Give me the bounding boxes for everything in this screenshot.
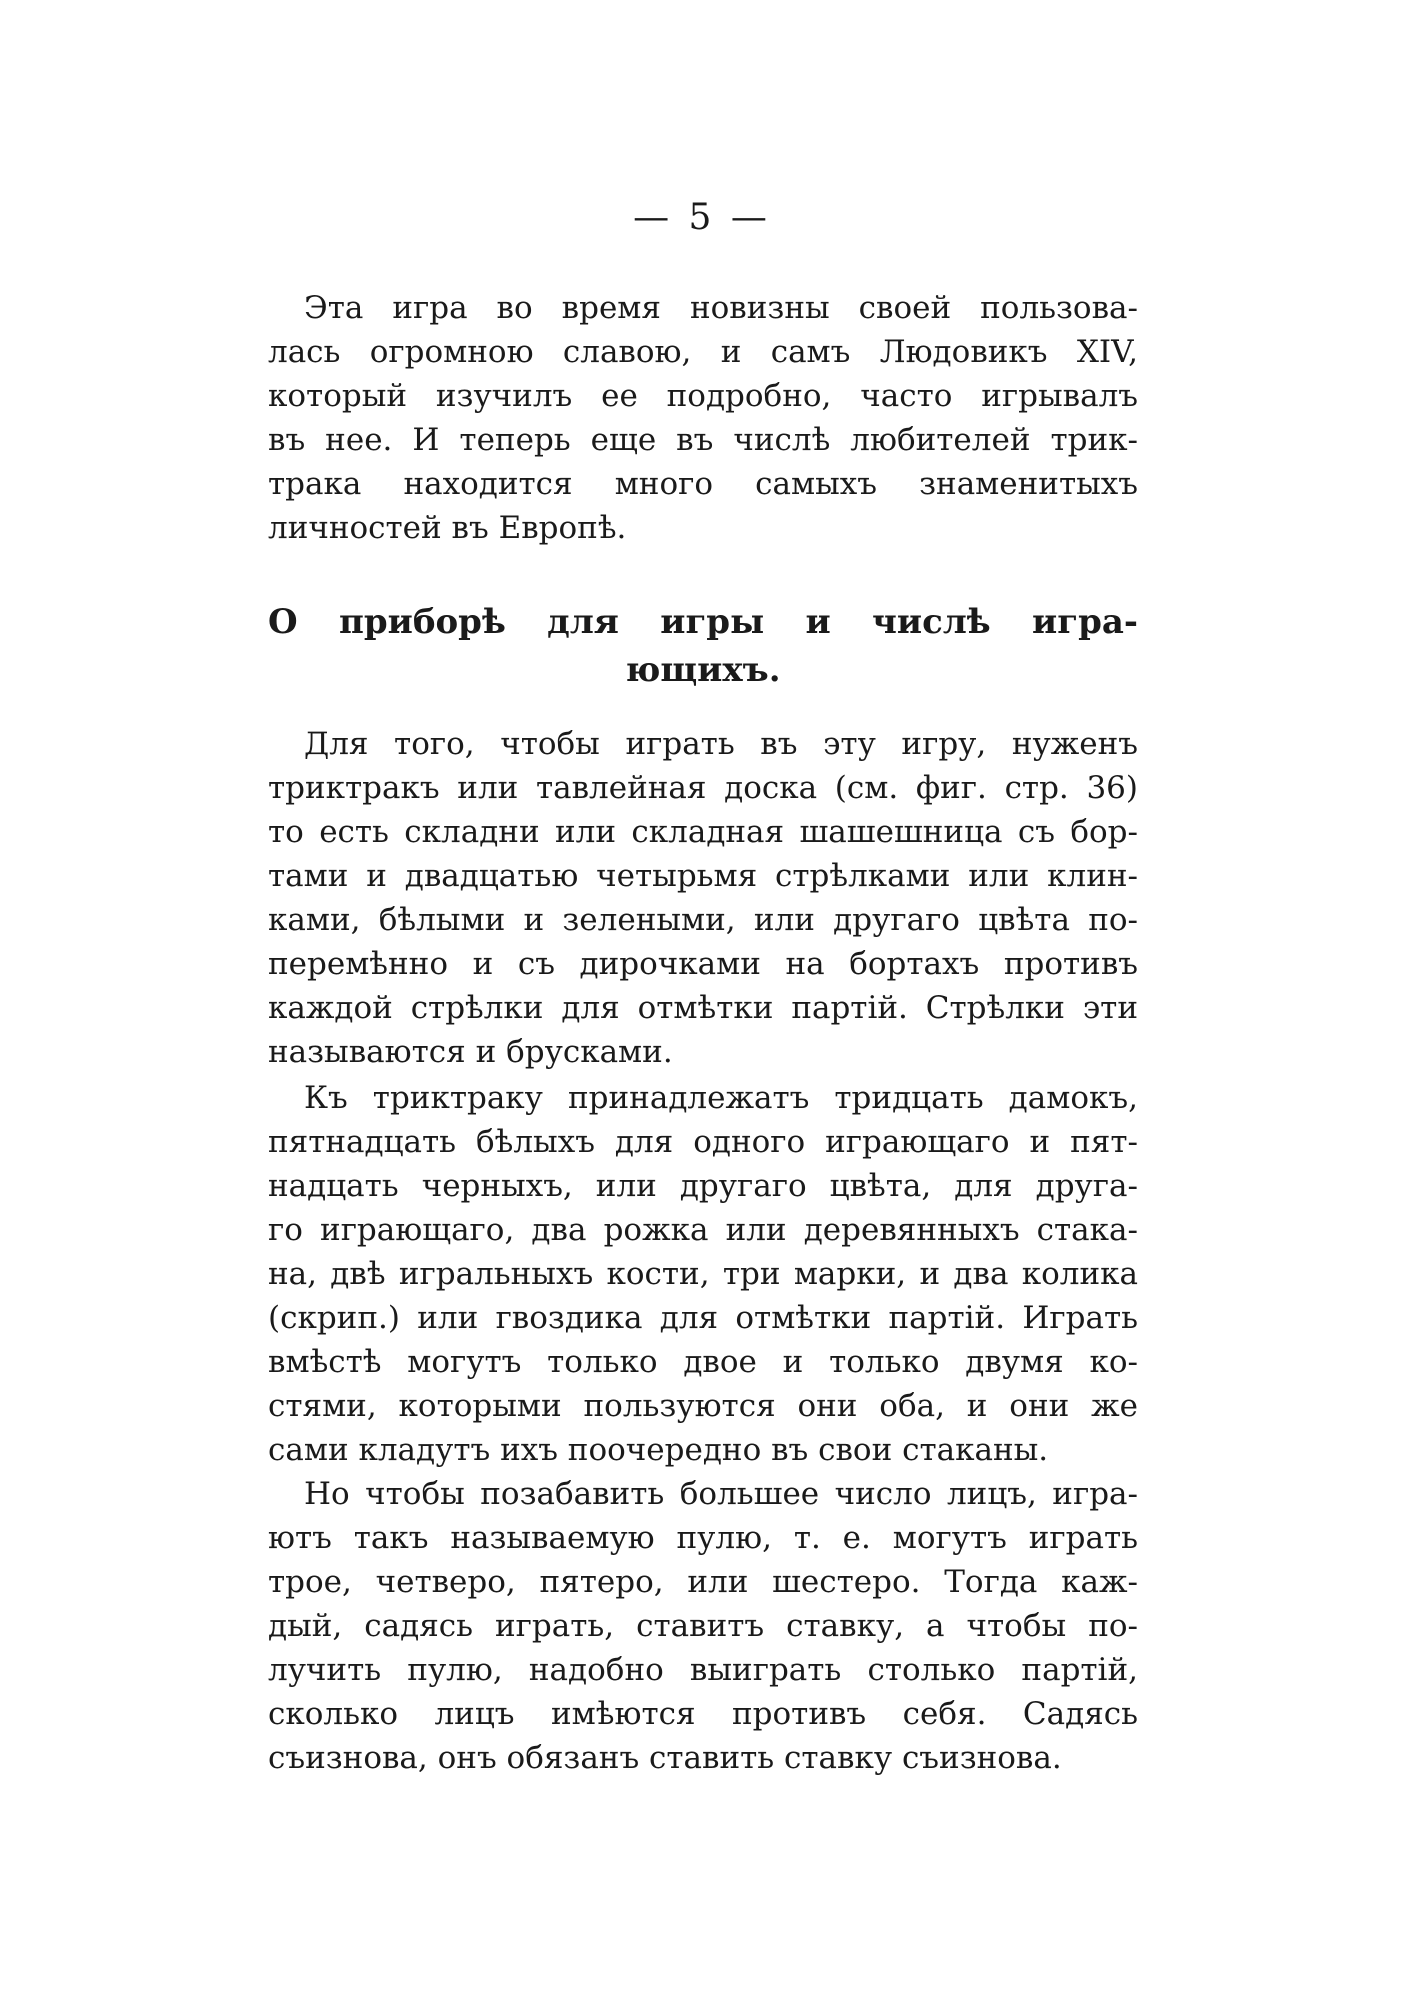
text-line: Къ триктраку принадлежатъ тридцать дамокъ, [304, 1080, 1138, 1116]
text-line: дый, садясь играть, ставитъ ставку, а чтобы по- [268, 1608, 1138, 1644]
text-line: сами кладутъ ихъ поочередно въ свои стаканы. [268, 1432, 1049, 1468]
heading-line: ющихъ. [625, 650, 781, 690]
section-heading [268, 598, 1138, 694]
text-line: съизнова, онъ обязанъ ставить ставку съизнова. [268, 1740, 1062, 1776]
text-line: который изучилъ ее подробно, часто игрывалъ [268, 378, 1138, 414]
text-line: называются и брусками. [268, 1034, 673, 1070]
paragraph-3 [268, 1076, 1138, 1472]
paragraph-4 [268, 1472, 1138, 1780]
text-line: каждой стрѣлки для отмѣтки партій. Стрѣлки эти [268, 990, 1138, 1026]
text-line: вмѣстѣ могутъ только двое и только двумя ко- [268, 1344, 1138, 1380]
text-line: Для того, чтобы играть въ эту игру, нуженъ [304, 726, 1138, 762]
text-line: Но чтобы позабавить большее число лицъ, игра- [304, 1476, 1138, 1512]
text-line: стями, которыми пользуются они оба, и они же [268, 1388, 1138, 1424]
text-line: въ нее. И теперь еще въ числѣ любителей трик- [268, 422, 1138, 458]
paragraph-2 [268, 722, 1138, 1074]
text-line: личностей въ Европѣ. [268, 510, 627, 546]
text-line: то есть складни или складная шашешница съ бор- [268, 814, 1138, 850]
text-line: пятнадцать бѣлыхъ для одного играющаго и пят- [268, 1124, 1138, 1160]
heading-line: О приборѣ для игры и числѣ игра- [268, 602, 1138, 642]
text-line: ками, бѣлыми и зелеными, или другаго цвѣта по- [268, 902, 1138, 938]
text-line: на, двѣ игральныхъ кости, три марки, и два колика [268, 1256, 1138, 1292]
text-line: трака находится много самыхъ знаменитыхъ [268, 466, 1138, 502]
page-number: — 5 — [633, 197, 771, 238]
text-line: лась огромною славою, и самъ Людовикъ XIV, [268, 334, 1138, 370]
text-line: тами и двадцатью четырьмя стрѣлками или клин- [268, 858, 1138, 894]
text-line: перемѣнно и съ дирочками на бортахъ противъ [268, 946, 1138, 982]
text-line: надцать черныхъ, или другаго цвѣта, для друга- [268, 1168, 1138, 1204]
text-line: сколько лицъ имѣются противъ себя. Садясь [268, 1696, 1138, 1732]
text-line: ютъ такъ называемую пулю, т. е. могутъ играть [268, 1520, 1138, 1556]
text-line: го играющаго, два рожка или деревянныхъ стака- [268, 1212, 1138, 1248]
text-line: лучить пулю, надобно выиграть столько партій, [268, 1652, 1138, 1688]
paragraph-1 [268, 286, 1138, 550]
text-line: (скрип.) или гвоздика для отмѣтки партій. Играть [268, 1300, 1138, 1336]
text-line: Эта игра во время новизны своей пользова- [304, 290, 1138, 326]
text-line: трое, четверо, пятеро, или шестеро. Тогда каж- [268, 1564, 1138, 1600]
text-line: триктракъ или тавлейная доска (см. фиг. стр. 36) [268, 770, 1138, 806]
